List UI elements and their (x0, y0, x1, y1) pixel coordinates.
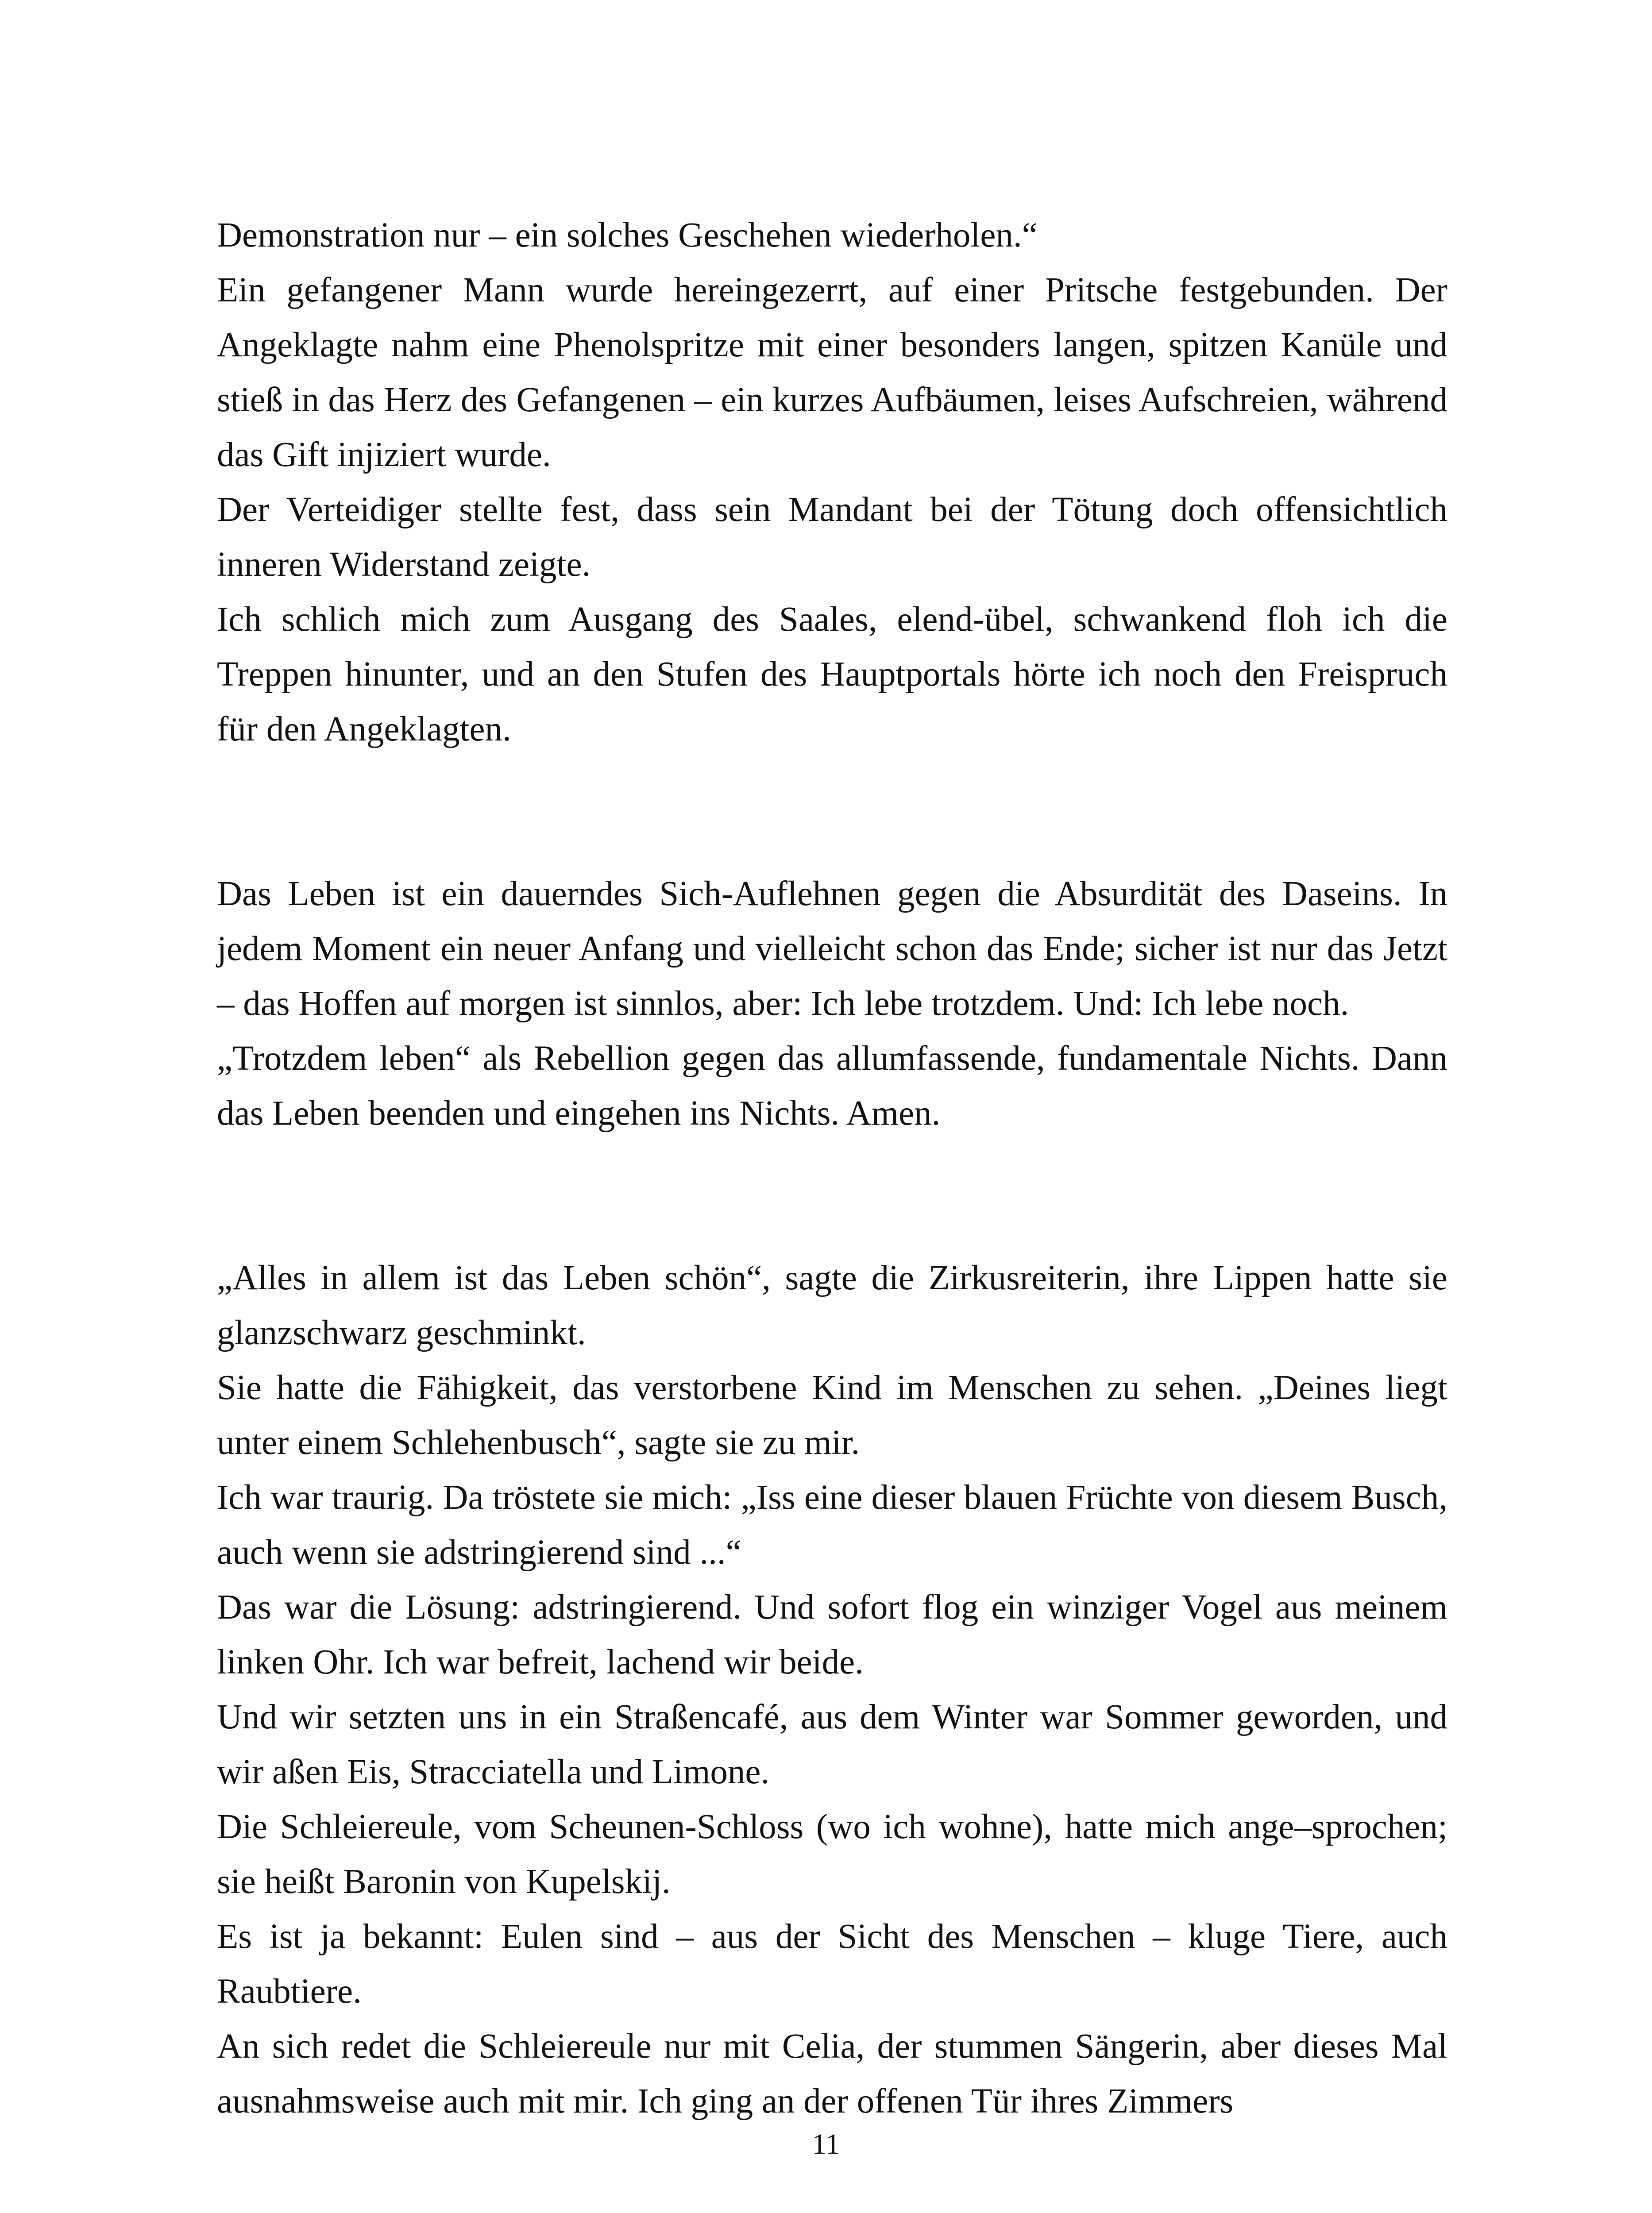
body-text (217, 208, 1447, 2129)
section-break (217, 757, 1447, 867)
paragraph: Der Verteidiger stellte fest, dass sein Mandant bei der Tötung doch offensichtlich inneren Widerstand zeigte. (217, 490, 1447, 584)
section-trial (217, 208, 1447, 757)
paragraph: An sich redet die Schleiereule nur mit Celia, der stummen Sängerin, aber dieses Mal ausnahmsweise auch mit mir. Ich ging an der offenen Tür ihres Zimmers (217, 2027, 1447, 2120)
paragraph: Die Schleiereule, vom Scheunen-Schloss (wo ich wohne), hatte mich ange–sprochen; sie heißt Baronin von Kupelskij. (217, 1808, 1447, 1901)
page-number: 11 (812, 2128, 840, 2160)
paragraph: Das Leben ist ein dauerndes Sich-Auflehnen gegen die Absurdität des Daseins. In jedem Moment ein neuer Anfang und vielleicht schon das Ende; sicher ist nur das Jetzt – das Hoffen auf morgen ist sinnlos, aber: Ich lebe trotzdem. Und: Ich lebe noch. (217, 875, 1447, 1023)
paragraph: Ich war traurig. Da tröstete sie mich: „Iss eine dieser blauen Früchte von diesem Busch, auch wenn sie adstringierend sind ...“ (217, 1478, 1447, 1572)
paragraph: Sie hatte die Fähigkeit, das verstorbene Kind im Menschen zu sehen. „Deines liegt unter einem Schlehenbusch“, sagte sie zu mir. (217, 1369, 1447, 1462)
section-circus-rider (217, 1251, 1447, 2129)
section-break (217, 1141, 1447, 1251)
paragraph: Und wir setzten uns in ein Straßencafé, aus dem Winter war Sommer geworden, und wir aßen Eis, Stracciatella und Limone. (217, 1698, 1447, 1791)
paragraph: Das war die Lösung: adstringierend. Und sofort flog ein winziger Vogel aus meinem linken Ohr. Ich war befreit, lachend wir beide. (217, 1588, 1447, 1681)
paragraph: Demonstration nur – ein solches Geschehen wiederholen.“ (217, 216, 1038, 254)
paragraph: Ich schlich mich zum Ausgang des Saales, elend-übel, schwankend floh ich die Treppen hinunter, und an den Stufen des Hauptportals hörte ich noch den Freispruch für den Angeklagten. (217, 600, 1447, 748)
section-life (217, 867, 1447, 1141)
paragraph: „Alles in allem ist das Leben schön“, sagte die Zirkusreiterin, ihre Lippen hatte sie glanzschwarz geschminkt. (217, 1259, 1447, 1352)
paragraph: Es ist ja bekannt: Eulen sind – aus der Sicht des Menschen – kluge Tiere, auch Raubtiere. (217, 1917, 1447, 2011)
paragraph: „Trotzdem leben“ als Rebellion gegen das allumfassende, fundamentale Nichts. Dann das Leben beenden und eingehen ins Nichts. Amen. (217, 1039, 1447, 1133)
paragraph: Ein gefangener Mann wurde hereingezerrt, auf einer Pritsche festgebunden. Der Angeklagte nahm eine Phenolspritze mit einer besonders langen, spitzen Kanüle und stieß in das Herz des Gefangenen – ein kurzes Aufbäumen, leises Aufschreien, während das Gift injiziert wurde. (217, 271, 1447, 474)
